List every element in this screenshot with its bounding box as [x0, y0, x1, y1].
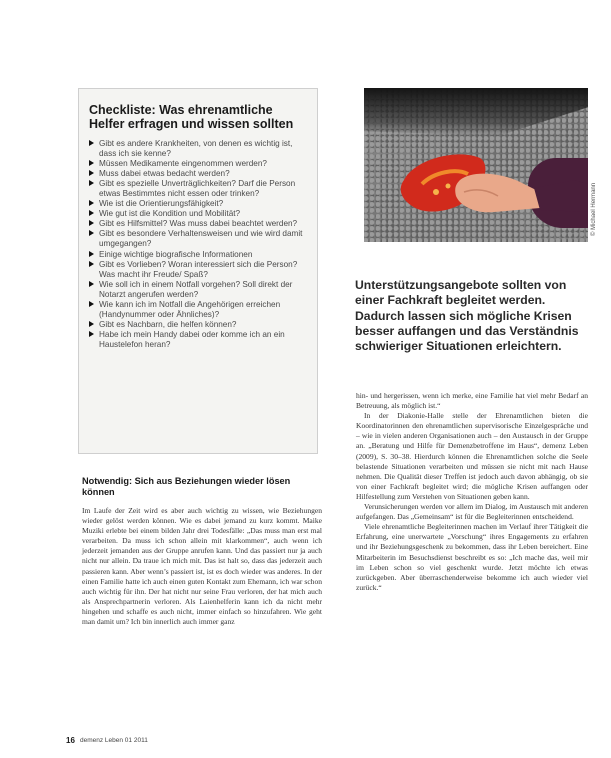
- body-text-right: [356, 391, 588, 593]
- publication-name: demenz Leben 01 2011: [80, 737, 148, 744]
- checklist-box: [78, 88, 318, 454]
- bullet-arrow-icon: [89, 180, 94, 186]
- photo: [364, 88, 588, 242]
- paragraph: hin- und hergerissen, wenn ich merke, eine Familie hat viel mehr Bedarf an Betreuung, als möglich ist.“: [356, 391, 588, 411]
- bullet-arrow-icon: [89, 140, 94, 146]
- bullet-arrow-icon: [89, 321, 94, 327]
- bullet-arrow-icon: [89, 251, 94, 257]
- checklist-item-text: Wie gut ist die Kondition und Mobilität?: [99, 209, 241, 219]
- bullet-arrow-icon: [89, 200, 94, 206]
- paragraph: Im Laufe der Zeit wird es aber auch wichtig zu wissen, wie Beziehungen wieder gelöst werden können. Wie es dabei jemand zu kurz kommt. Maike Muziki erlebte bei einem bilden Jahr drei Todesfälle: „Das muss man erst mal verarbeiten. Da muss ich schon allein mit klarkommen“, auch wenn ich jederzeit jemanden aus der Gruppe anrufen kann. Und das passiert nur ja auch nicht nur allein. Da traue ich mich mit. Das ist halt so, dass das jederzeit auch passieren kann. Aber wenn’s passiert ist, ist es doch wieder was anderes. In der einen Familie hatte ich auch einen guten Kontakt zum Ehemann, ich war schon auch wichtig für ihn. Der hat nicht nur seine Frau verloren, der hat mich auch als Ansprechpartnerin verloren. Als Laienhelferin kann ich da nicht mehr hingehen und schaffe es auch nicht, immer einfach so hinzufahren. Wie geht man damit um? Ich bin innerlich auch immer ganz: [82, 506, 322, 627]
- bullet-arrow-icon: [89, 301, 94, 307]
- checklist-item: [89, 229, 305, 249]
- checklist-list: [89, 139, 305, 350]
- checklist-item-text: Wie kann ich im Notfall die Angehörigen erreichen (Handynummer oder Ähnliches)?: [99, 299, 281, 319]
- paragraph: In der Diakonie-Halle stelle der Ehrenamtlichen bieten die Koordinatorinnen den ehrenamtlichen supervisorische Einzelgespräche und – wie in vielen anderen Organisationen auch – den Austausch in der Gruppe an. „Beratung und Hilfe für Demenzbetroffene im Haus“, demenz Leben (2009), S. 30–38. Hierdurch können die Ehrenamtlichen solche die Seele belastende Situationen verarbeiten und müssen sie nicht mit nach Hause nehmen. Die Qualität dieser Treffen ist jedoch auch davon abhängig, ob sie von einer Fachkraft begleitet wird; die mögliche Krisen auffangen oder Hilfestellung zum Verstehen von Situationen geben kann.: [356, 411, 588, 501]
- paragraph: Viele ehrenamtliche Begleiterinnen machen im Verlauf ihrer Tätigkeit die Erfahrung, eine unerwartete „Vorschung“ ihres Engagements zu erfahren und ihr Beziehungsgeschenk zu bekommen, dass ihr Leben bereichert. Eine Mitarbeiterin im Besuchsdienst beschreibt es so: „Ich mache das, weil mir im Leben schon so viel geschenkt wurde. Jetzt möchte ich etwas zurückgeben. Aber überraschenderweise bekomme ich auch wieder viel zurück.“: [356, 522, 588, 592]
- photo-illustration: [364, 88, 588, 242]
- checklist-item-text: Gibt es besondere Verhaltensweisen und wie wird damit umgegangen?: [99, 229, 303, 249]
- checklist-item: [89, 179, 305, 199]
- checklist-item: [89, 260, 305, 280]
- photo-credit: © Michael Hermann: [591, 182, 597, 236]
- checklist-item: [89, 280, 305, 300]
- checklist-item: [89, 250, 305, 260]
- checklist-item-text: Gibt es Vorlieben? Woran interessiert sich die Person? Was macht ihr Freude/ Spaß?: [99, 259, 298, 279]
- checklist-item-text: Habe ich mein Handy dabei oder komme ich an ein Haustelefon heran?: [99, 329, 285, 349]
- body-text-left: [82, 506, 322, 627]
- section-heading: Notwendig: Sich aus Beziehungen wieder lösen können: [82, 476, 291, 497]
- pull-quote: Unterstützungsangebote sollten von einer Fachkraft begleitet werden. Dadurch lassen sich mögliche Krisen besser auffangen und das Verständnis schwieriger Situationen erleichtern.: [355, 278, 579, 354]
- checklist-title: Checkliste: Was ehrenamtliche Helfer erfragen und wissen sollten: [89, 103, 294, 131]
- page-number: 16: [66, 736, 75, 745]
- checklist-item: [89, 199, 305, 209]
- checklist-item-text: Gibt es spezielle Unverträglichkeiten? Darf die Person etwas Bestimmtes nicht essen oder trinken?: [99, 179, 296, 199]
- bullet-arrow-icon: [89, 261, 94, 267]
- checklist-item: [89, 139, 305, 159]
- checklist-item-text: Gibt es Hilfsmittel? Was muss dabei beachtet werden?: [99, 219, 298, 229]
- paragraph: Verunsicherungen werden vor allem im Dialog, im Austausch mit anderen aufgefangen. Das „Gemeinsam“ ist für die Begleiterinnen entscheidend.: [356, 502, 588, 522]
- checklist-item: [89, 169, 305, 179]
- checklist-item: [89, 219, 305, 229]
- checklist-item: [89, 320, 305, 330]
- bullet-arrow-icon: [89, 281, 94, 287]
- checklist-item-text: Gibt es andere Krankheiten, von denen es wichtig ist, dass ich sie kenne?: [99, 139, 293, 159]
- checklist-item-text: Müssen Medikamente eingenommen werden?: [99, 159, 267, 169]
- checklist-item-text: Einige wichtige biografische Informationen: [99, 249, 253, 259]
- checklist-item: [89, 330, 305, 350]
- checklist-item-text: Muss dabei etwas bedacht werden?: [99, 169, 230, 179]
- checklist-item: [89, 209, 305, 219]
- checklist-item: [89, 300, 305, 320]
- bullet-arrow-icon: [89, 210, 94, 216]
- checklist-item-text: Gibt es Nachbarn, die helfen können?: [99, 319, 237, 329]
- bullet-arrow-icon: [89, 331, 94, 337]
- bullet-arrow-icon: [89, 230, 94, 236]
- checklist-item-text: Wie soll ich in einem Notfall vorgehen? Soll direkt der Notarzt angerufen werden?: [99, 279, 293, 299]
- bullet-arrow-icon: [89, 220, 94, 226]
- checklist-item: [89, 159, 305, 169]
- checklist-item-text: Wie ist die Orientierungsfähigkeit?: [99, 199, 224, 209]
- bullet-arrow-icon: [89, 160, 94, 166]
- bullet-arrow-icon: [89, 170, 94, 176]
